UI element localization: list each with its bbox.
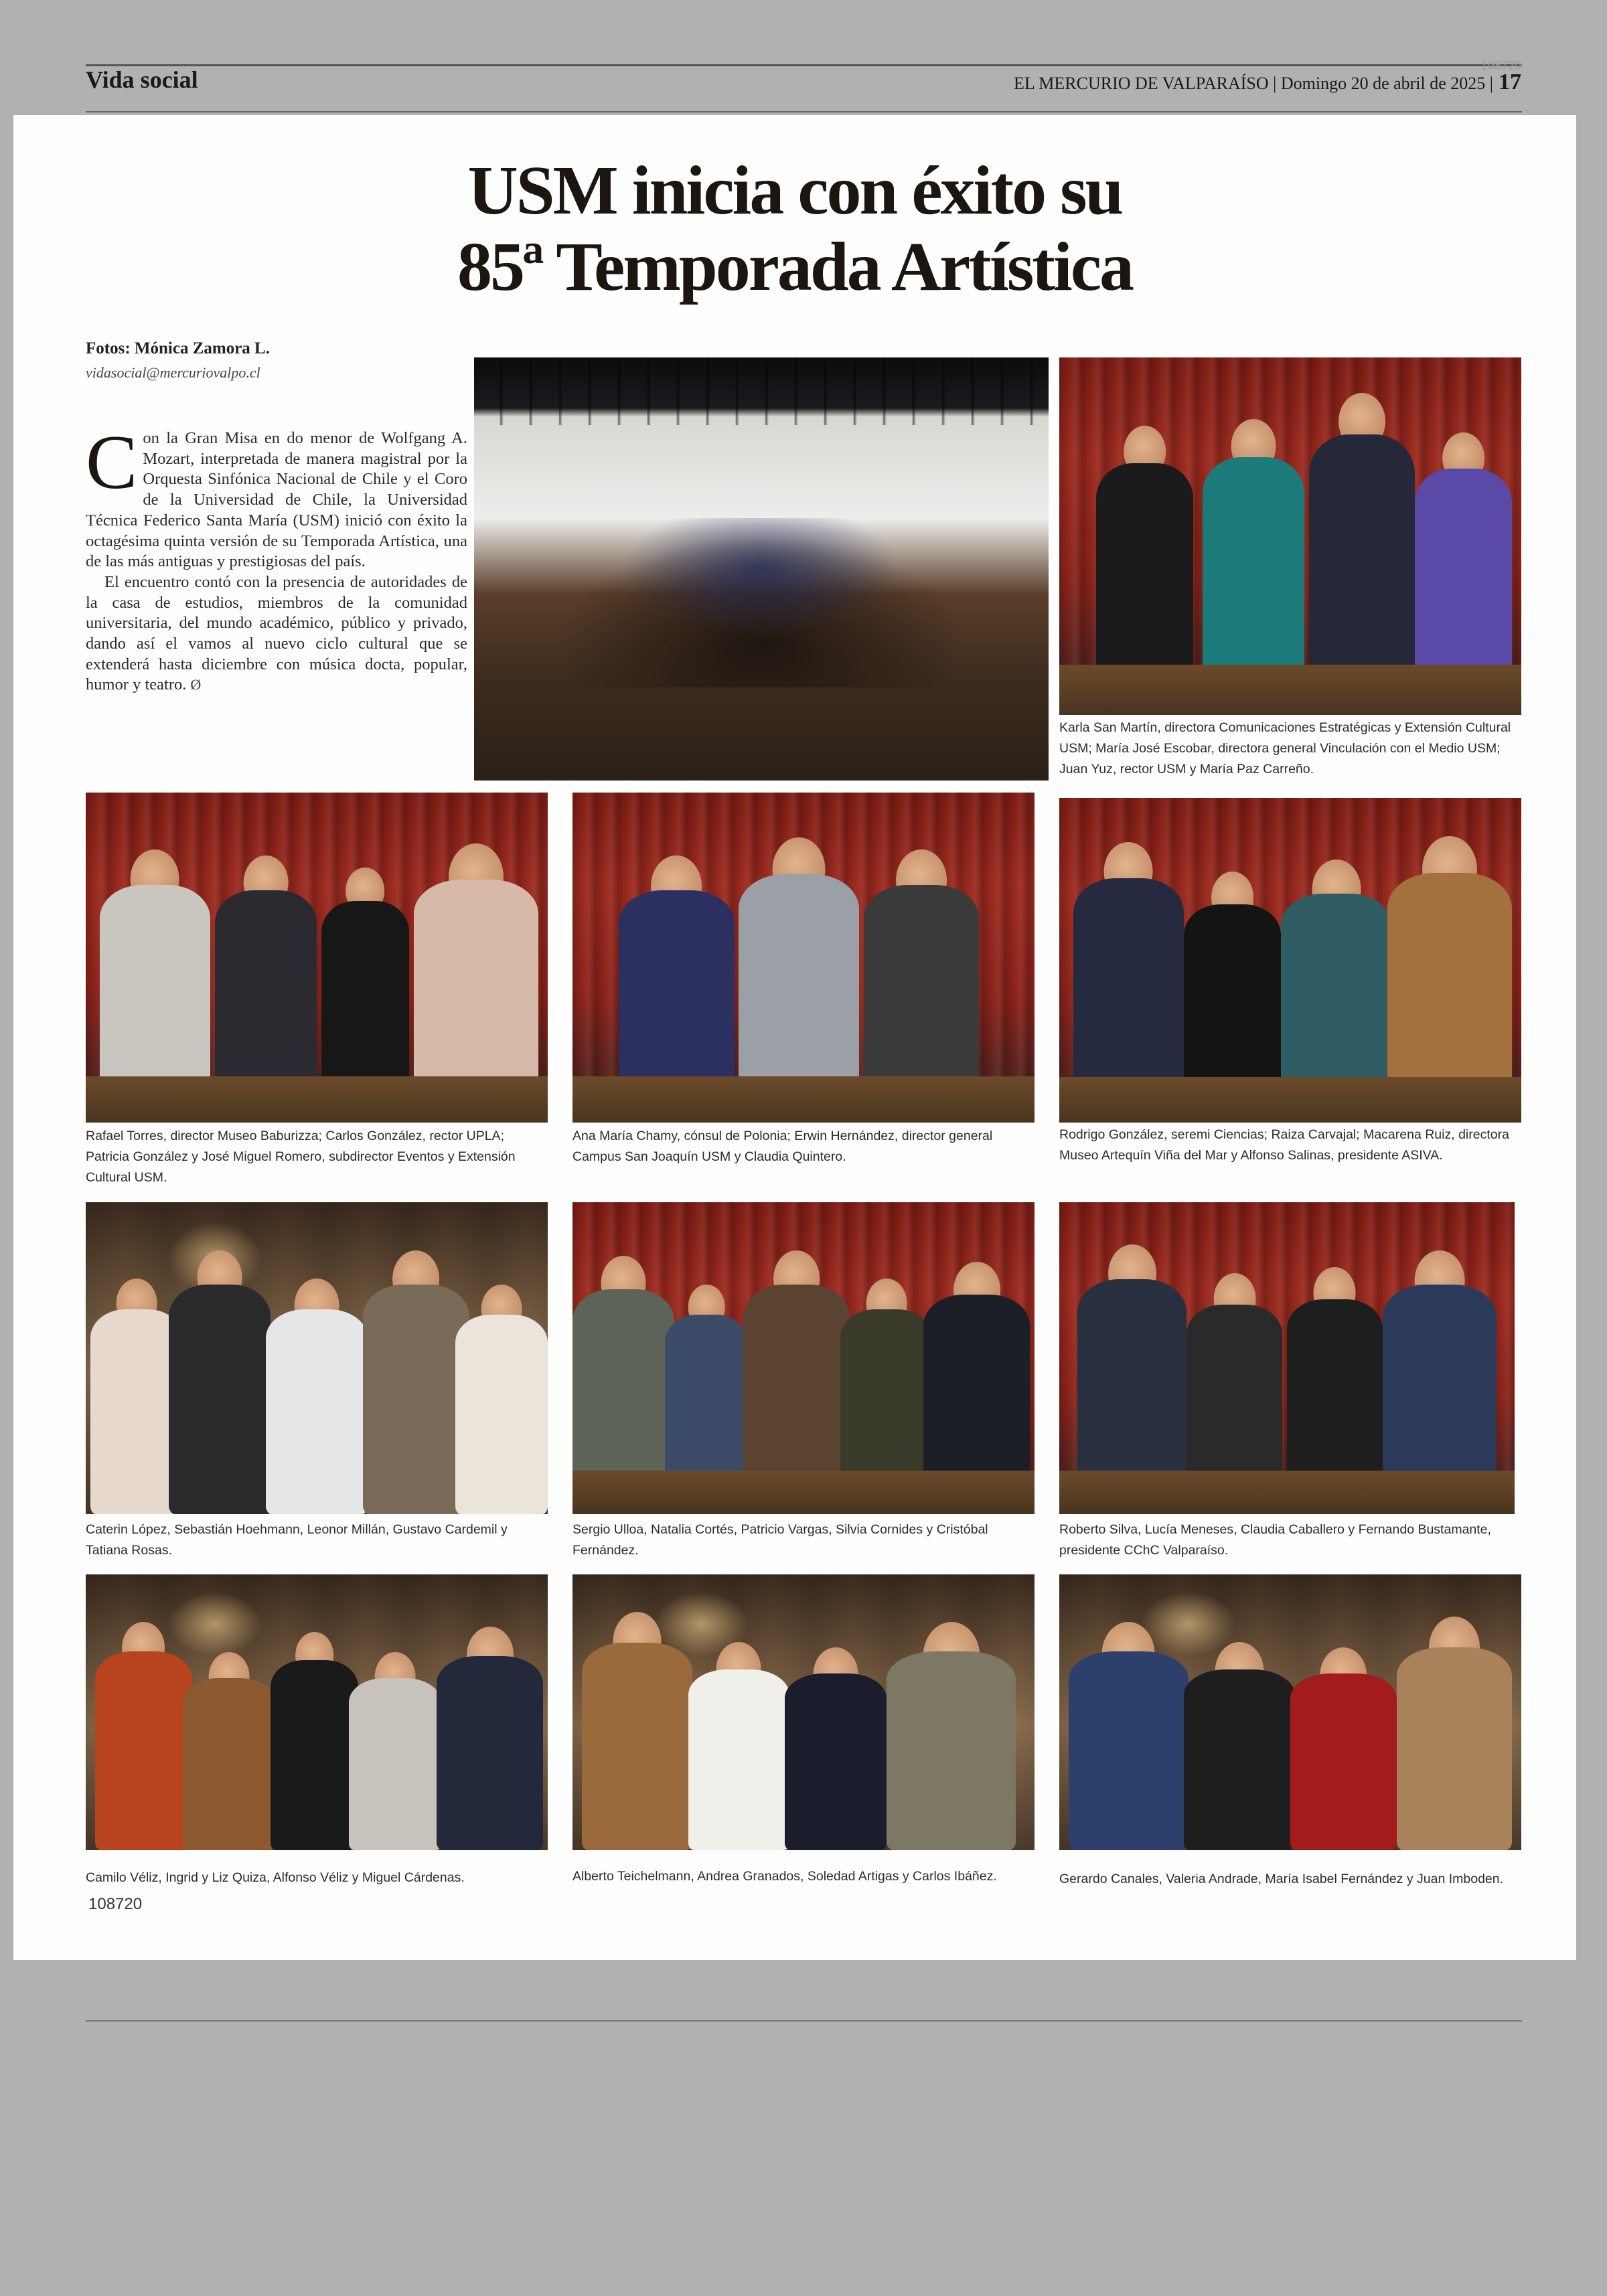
photo-caption-9: Alberto Teichelmann, Andrea Granados, Soledad Artigas y Carlos Ibáñez. (572, 1869, 997, 1884)
photo-caption-2: Rafael Torres, director Museo Baburizza; Carlos González, rector UPLA; Patricia González y José Miguel Romero, subdirector Eventos y Extensión Cultural USM. (86, 1129, 516, 1185)
headline-line-1: USM inicia con éxito su (467, 152, 1122, 229)
photo-8 (86, 1574, 548, 1850)
headline (13, 153, 1576, 305)
photo-caption-8: Camilo Véliz, Ingrid y Liz Quiza, Alfonso Véliz y Miguel Cárdenas. (86, 1870, 465, 1885)
section-name: Vida social (86, 66, 198, 93)
page-stamp: 108720 (1480, 59, 1521, 72)
photo-caption-4: Rodrigo González, seremi Ciencias; Raiza Carvajal; Macarena Ruiz, directora Museo Artequín Viña del Mar y Alfonso Salinas, presidente ASIVA. (1059, 1127, 1509, 1163)
paragraph-2 (86, 572, 467, 695)
photo-6 (572, 1202, 1035, 1514)
reference-number: 108720 (88, 1895, 143, 1913)
photo-5 (86, 1202, 548, 1514)
header-rule-bottom (86, 111, 1522, 112)
photo-caption-1: Karla San Martín, directora Comunicaciones Estratégicas y Extensión Cultural USM; María José Escobar, directora general Vinculación con el Medio USM; Juan Yuz, rector USM y María Paz Carreño. (1059, 720, 1511, 776)
page-number: 17 (1499, 70, 1521, 94)
photo-concert-hall (474, 357, 1049, 781)
photo-4 (1059, 798, 1521, 1123)
photo-caption-5: Caterin López, Sebastián Hoehmann, Leonor Millán, Gustavo Cardemil y Tatiana Rosas. (86, 1522, 508, 1558)
masthead (1014, 70, 1521, 95)
photo-caption-10: Gerardo Canales, Valeria Andrade, María Isabel Fernández y Juan Imboden. (1059, 1872, 1504, 1886)
paragraph-1-text: on la Gran Misa en do menor de Wolfgang A. Mozart, interpretada de manera magistral por la Orquesta Sinfónica Nacional de Chile y el Coro de la Universidad de Chile, la Universidad Técnica Federico Santa María (USM) inició con éxito la octagésima quinta versión de su Temporada Artística, una de las más antiguas y prestigiosas del país. (86, 429, 467, 571)
page-clipping (13, 115, 1576, 1960)
photo-caption-7: Roberto Silva, Lucía Meneses, Claudia Caballero y Fernando Bustamante, presidente CChC Valparaíso. (1059, 1522, 1491, 1558)
header-rule-top (86, 64, 1522, 66)
article-body (86, 420, 467, 695)
photo-7 (1059, 1202, 1515, 1514)
photo-1 (1059, 357, 1521, 715)
masthead-text: EL MERCURIO DE VALPARAÍSO | Domingo 20 de abril de 2025 | (1013, 74, 1493, 93)
photo-3 (572, 793, 1035, 1123)
paragraph-2-text: El encuentro contó con la presencia de autoridades de la casa de estudios, miembros de la comunidad universitaria, del mundo académico, público y privado, dando así el vamos al nuevo ciclo cultural que se extenderá hasta diciembre con música docta, popular, humor y teatro. (86, 572, 467, 694)
headline-line-2: 85ª Temporada Artística (457, 228, 1132, 305)
end-mark-icon: Ø (190, 676, 202, 693)
contact-email[interactable]: vidasocial@mercuriovalpo.cl (86, 364, 260, 381)
paragraph-1 (86, 420, 467, 572)
photo-2 (86, 793, 548, 1123)
footer-rule (86, 2020, 1522, 2022)
photo-caption-3: Ana María Chamy, cónsul de Polonia; Erwin Hernández, director general Campus San Joaquín USM y Claudia Quintero. (572, 1129, 993, 1164)
photo-caption-6: Sergio Ulloa, Natalia Cortés, Patricio Vargas, Silvia Cornides y Cristóbal Fernández. (572, 1522, 988, 1558)
drop-cap: C (86, 420, 138, 505)
photo-9 (572, 1574, 1035, 1850)
photo-credit: Fotos: Mónica Zamora L. (86, 339, 270, 357)
photo-10 (1059, 1574, 1521, 1850)
